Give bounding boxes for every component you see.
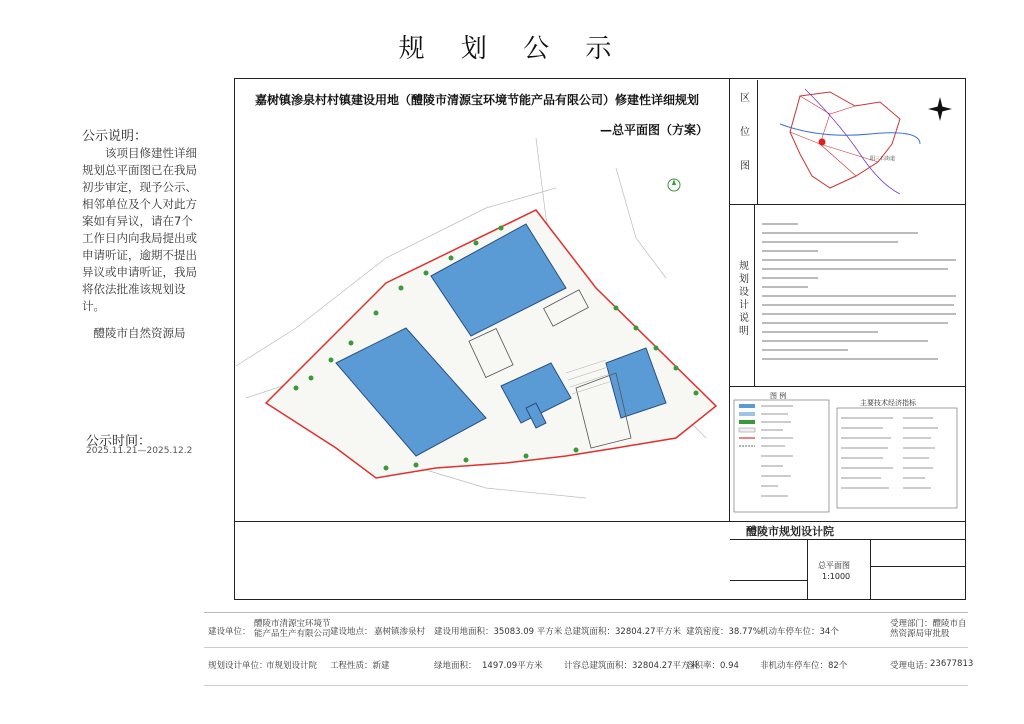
floor-area-ratio: 容积率：0.94 [686, 661, 739, 671]
design-unit-label: 规划设计单位： [208, 661, 268, 671]
build-unit-label: 建设单位： [208, 627, 251, 637]
plan-subtitle: —总平面图（方案） [600, 123, 709, 137]
page-title: 规 划 公 示 [398, 34, 626, 64]
build-unit: 醴陵市清源宝环境节能产品生产有限公司 [254, 619, 331, 639]
svg-text:阳三石街道: 阳三石街道 [870, 156, 896, 162]
green-area: 1497.09平方米 [482, 661, 543, 671]
notice-signature: 醴陵市自然资源局 [93, 326, 186, 340]
capacity-area: 计容总建筑面积：32804.27平方米 [564, 661, 699, 671]
design-notes-label: 规 划 设 计 说 明 [739, 261, 749, 337]
plan-title: 嘉树镇渗泉村村镇建设用地（醴陵市清源宝环境节能产品有限公司）修建性详细规划 [255, 93, 700, 107]
notice-heading: 公示说明： [82, 129, 148, 144]
site-plan [236, 138, 728, 520]
phone: 23677813 [930, 659, 974, 669]
site: 嘉树镇渗泉村 [374, 627, 426, 637]
site-label: 建设地点： [330, 627, 373, 637]
project-info-footer [204, 612, 974, 719]
project-type: 工程性质：新建 [330, 661, 390, 671]
building-density: 建筑密度：38.77% [686, 627, 761, 637]
notice-time-heading: 公示时间： [86, 434, 152, 449]
notice-time-range: 2025.11.21—2025.12.2 [86, 446, 193, 456]
motor-parking: 机动车停车位：34个 [760, 627, 839, 637]
location-map [760, 84, 962, 202]
green-area-label: 绿地面积： [434, 661, 477, 671]
location-map-label: 区 位 图 [740, 93, 750, 172]
site-north-icon [668, 179, 680, 191]
legend-title: 图 例 [770, 392, 787, 400]
project-location-marker [819, 139, 826, 146]
indicator-title: 主要技术经济指标 [860, 399, 916, 407]
drawing-scale: 1:1000 [822, 572, 851, 581]
total-area: 总建筑面积：32804.27平方米 [564, 627, 682, 637]
nonmotor-parking: 非机动车停车位：82个 [760, 661, 848, 671]
legend-and-indicator-table [733, 398, 963, 518]
drawing-name: 总平面图 [818, 561, 850, 570]
design-unit: 市规划设计院 [266, 661, 318, 671]
notice-panel [82, 128, 202, 342]
north-arrow-icon [928, 97, 952, 121]
accepting-department: 受理部门：醴陵市自然资源局审批股 [890, 619, 967, 639]
notice-body: 该项目修建性详细规划总平面图已在我局初步审定，现予公示、相邻单位及个人对此方案如有异议，请在7个工作日内向我局提出或申请听证，逾期不提出异议或申请听证，我局将依法批准该规划设计。 [82, 146, 197, 313]
land-area: 建设用地面积：35083.09 平方米 [434, 627, 563, 637]
design-notes-text [758, 214, 963, 384]
phone-label: 受理电话： [890, 661, 933, 671]
design-institute: 醴陵市规划设计院 [746, 525, 834, 538]
